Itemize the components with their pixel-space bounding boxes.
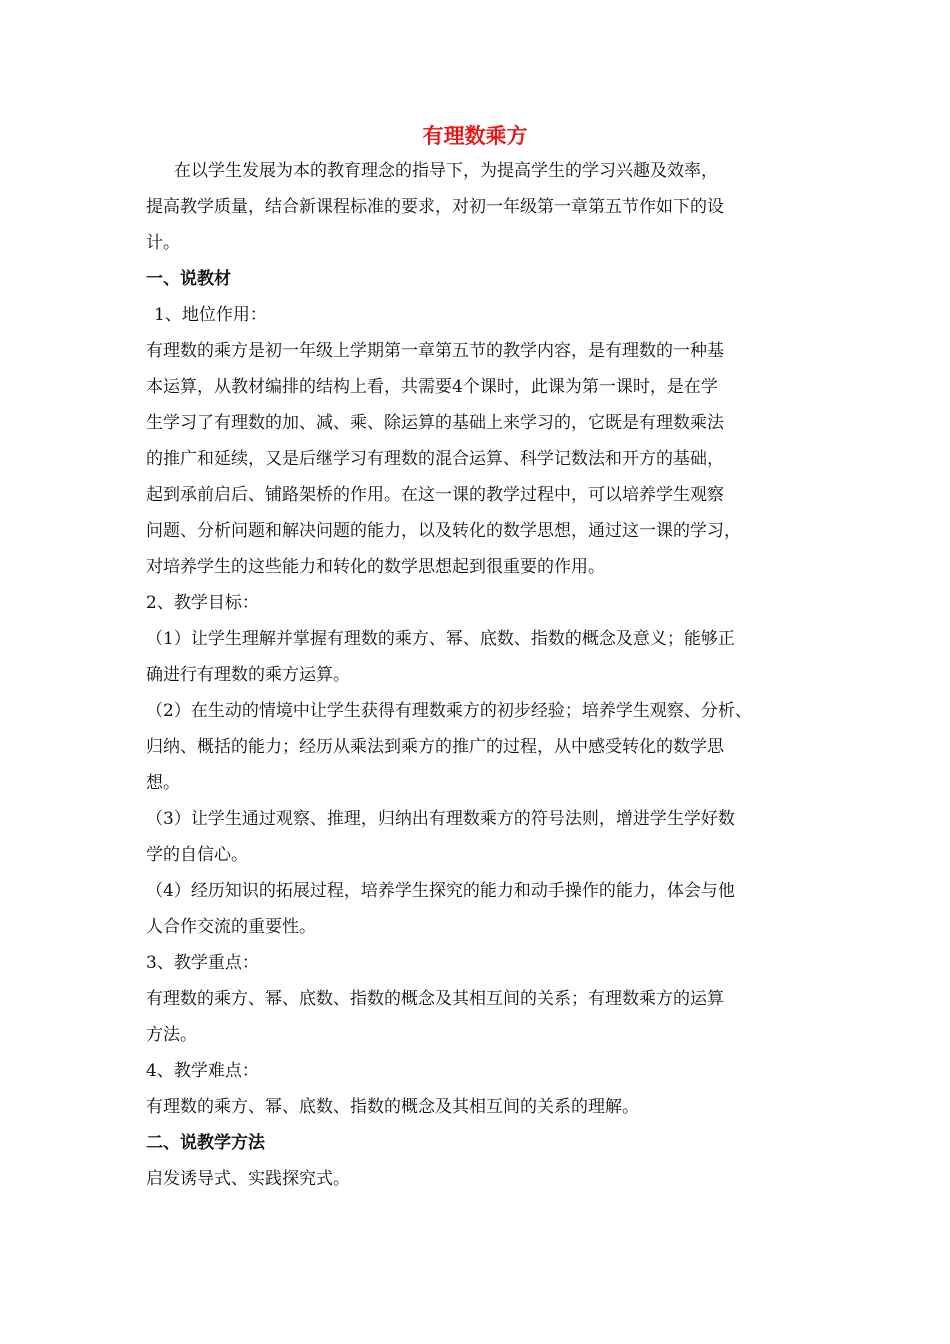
subsection-heading: 4、教学难点： [146,1061,259,1081]
list-item-line: 想。 [146,773,180,793]
paragraph-line: 问题、分析问题和解决问题的能力，以及转化的数学思想，通过这一课的学习， [146,521,741,541]
paragraph-line: 计。 [146,233,180,253]
paragraph-line: 本运算，从教材编排的结构上看，共需要4个课时，此课为第一课时，是在学 [146,377,718,397]
list-item-line: 归纳、概括的能力；经历从乘法到乘方的推广的过程，从中感受转化的数学思 [146,737,724,757]
section-heading: 一、说教材 [146,269,231,289]
paragraph-line: 有理数的乘方是初一年级上学期第一章第五节的教学内容，是有理数的一种基 [146,341,724,361]
list-item-line: （3）让学生通过观察、推理，归纳出有理数乘方的符号法则，增进学生学好数 [146,809,735,829]
paragraph-line: 有理数的乘方、幂、底数、指数的概念及其相互间的关系；有理数乘方的运算 [146,989,724,1009]
paragraph-line: 方法。 [146,1025,197,1045]
subsection-heading: 1、地位作用： [154,305,267,325]
subsection-heading: 3、教学重点： [146,953,259,973]
list-item-line: （2）在生动的情境中让学生获得有理数乘方的初步经验；培养学生观察、分析、 [146,701,752,721]
list-item-line: （4）经历知识的拓展过程，培养学生探究的能力和动手操作的能力，体会与他 [146,881,735,901]
paragraph-line: 在以学生发展为本的教育理念的指导下，为提高学生的学习兴趣及效率， [174,161,718,181]
list-item-line: 人合作交流的重要性。 [146,917,316,937]
list-item-line: 确进行有理数的乘方运算。 [146,665,350,685]
paragraph-line: 启发诱导式、实践探究式。 [146,1169,350,1189]
paragraph-line: 的推广和延续，又是后继学习有理数的混合运算、科学记数法和开方的基础， [146,449,724,469]
document-title: 有理数乘方 [422,123,528,148]
subsection-heading: 2、教学目标： [146,593,259,613]
paragraph-line: 提高教学质量，结合新课程标准的要求，对初一年级第一章第五节作如下的设 [146,197,724,217]
paragraph-line: 生学习了有理数的加、减、乘、除运算的基础上来学习的，它既是有理数乘法 [146,413,724,433]
list-item-line: （1）让学生理解并掌握有理数的乘方、幂、底数、指数的概念及意义；能够正 [146,629,735,649]
section-heading: 二、说教学方法 [146,1133,265,1153]
paragraph-line: 起到承前启后、铺路架桥的作用。在这一课的教学过程中，可以培养学生观察 [146,485,724,505]
paragraph-line: 对培养学生的这些能力和转化的数学思想起到很重要的作用。 [146,557,605,577]
list-item-line: 学的自信心。 [146,845,248,865]
paragraph-line: 有理数的乘方、幂、底数、指数的概念及其相互间的关系的理解。 [146,1097,639,1117]
